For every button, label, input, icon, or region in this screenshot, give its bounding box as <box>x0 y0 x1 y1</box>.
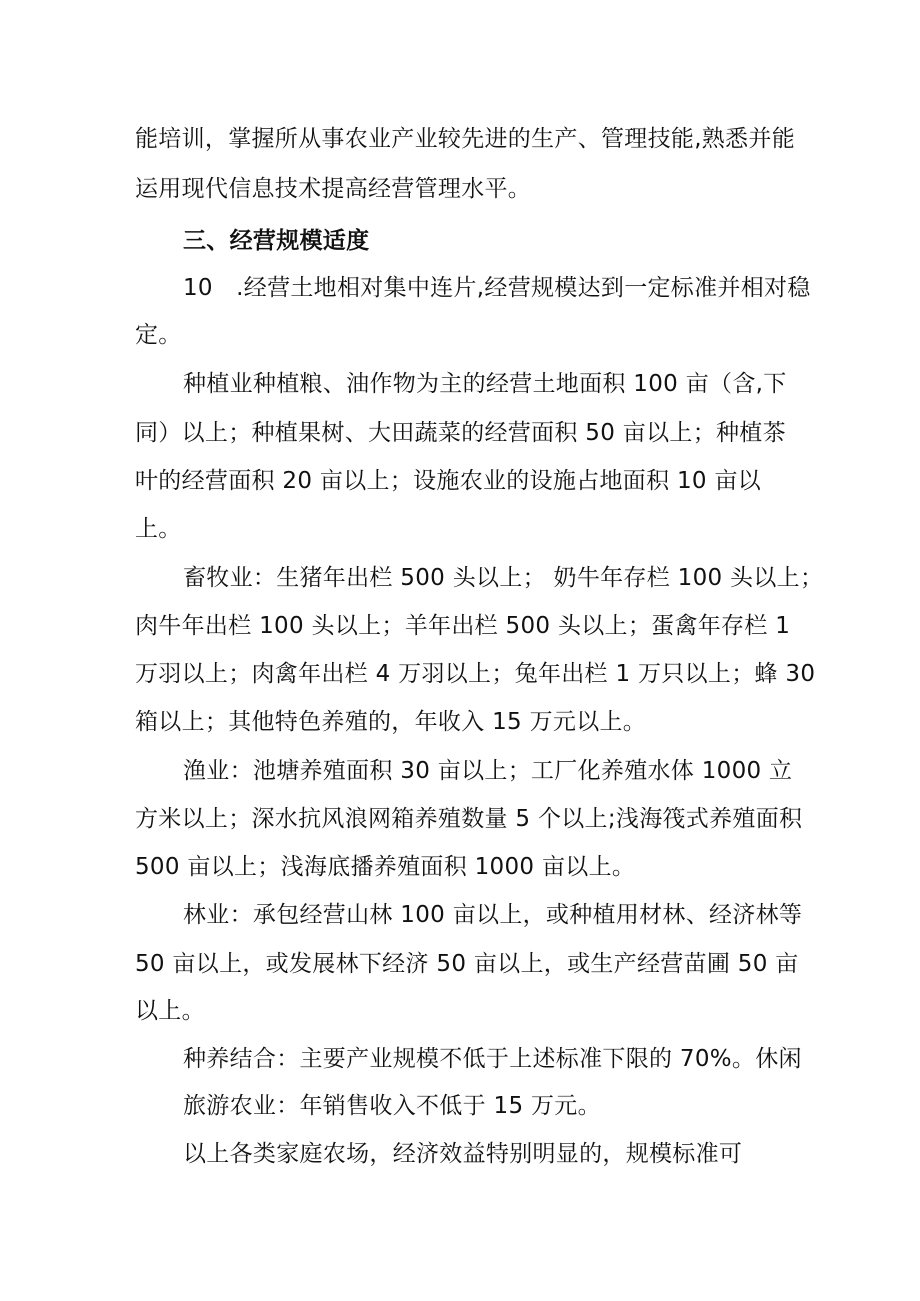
text-line-20: 种养结合：主要产业规模不低于上述标准下限的 70%。休闲 <box>183 1046 802 1072</box>
text-line-4: 10 .经营土地相对集中连片,经营规模达到一定标准并相对稳 <box>183 275 811 301</box>
text-line-12: 万羽以上；肉禽年出栏 4 万羽以上；兔年出栏 1 万只以上；蜂 30 <box>135 661 816 687</box>
text-line-22: 以上各类家庭农场，经济效益特别明显的，规模标准可 <box>183 1141 743 1167</box>
text-line-8: 叶的经营面积 20 亩以上；设施农业的设施占地面积 10 亩以 <box>135 468 762 494</box>
section-heading: 三、经营规模适度 <box>183 228 370 254</box>
text-line-15: 方米以上；深水抗风浪网箱养殖数量 5 个以上;浅海筏式养殖面积 <box>135 806 803 832</box>
text-line-13: 箱以上；其他特色养殖的，年收入 15 万元以上。 <box>135 709 647 735</box>
text-line-21: 旅游农业：年销售收入不低于 15 万元。 <box>183 1093 601 1119</box>
text-line-7: 同）以上；种植果树、大田蔬菜的经营面积 50 亩以上；种植茶 <box>135 420 786 446</box>
text-line-19: 以上。 <box>135 998 205 1024</box>
text-line-11: 肉牛年出栏 100 头以上；羊年出栏 500 头以上；蛋禽年存栏 1 <box>135 613 791 639</box>
text-line-2: 运用现代信息技术提高经营管理水平。 <box>135 176 532 202</box>
text-line-10: 畜牧业：生猪年出栏 500 头以上； 奶牛年存栏 100 头以上； <box>183 565 824 591</box>
text-line-6: 种植业种植粮、油作物为主的经营土地面积 100 亩（含,下 <box>183 371 787 397</box>
text-line-1: 能培训，掌握所从事农业产业较先进的生产、管理技能,熟悉并能 <box>135 126 796 152</box>
text-line-14: 渔业：池塘养殖面积 30 亩以上；工厂化养殖水体 1000 立 <box>183 758 793 784</box>
text-line-9: 上。 <box>135 516 182 542</box>
text-line-16: 500 亩以上；浅海底播养殖面积 1000 亩以上。 <box>135 854 636 880</box>
text-line-5: 定。 <box>135 322 182 348</box>
text-line-18: 50 亩以上，或发展林下经济 50 亩以上，或生产经营苗圃 50 亩 <box>135 951 799 977</box>
text-line-17: 林业：承包经营山林 100 亩以上，或种植用材林、经济林等 <box>183 902 803 928</box>
